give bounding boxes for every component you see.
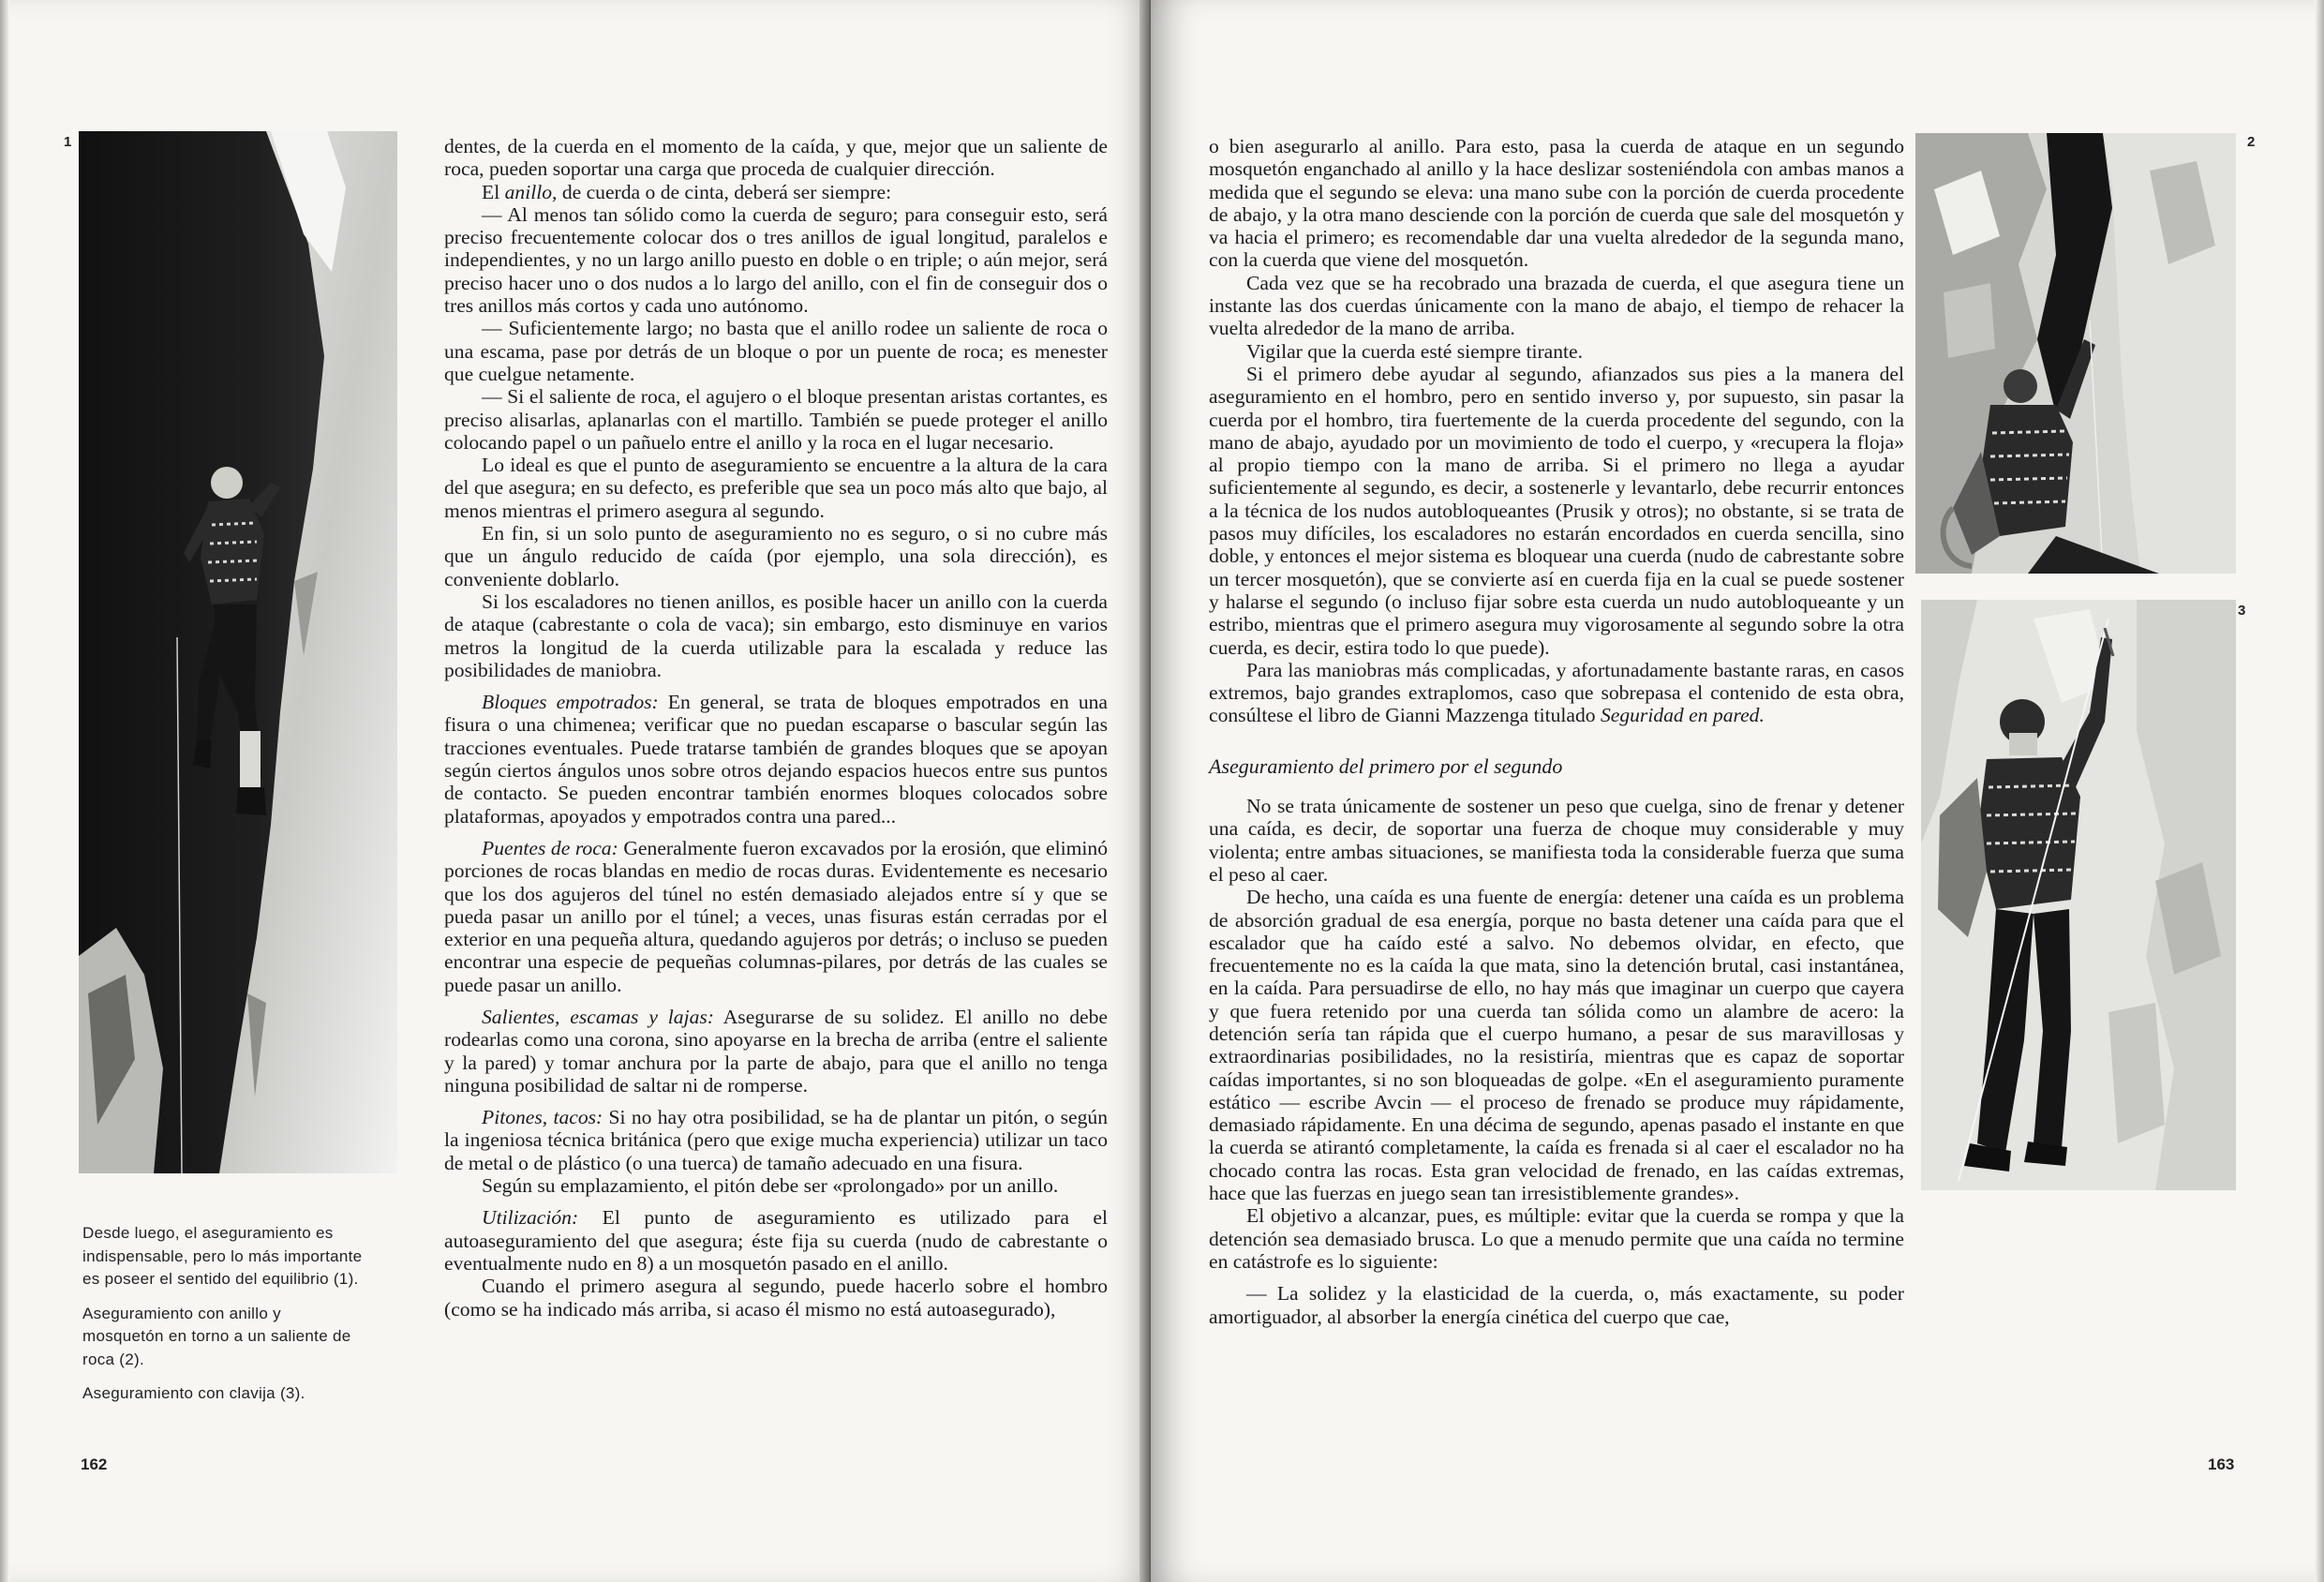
section-heading: Aseguramiento del primero por el segundo: [1209, 754, 1563, 778]
paragraph: Vigilar que la cuerda esté siempre tirante.: [1246, 339, 1584, 363]
caption-1: Desde luego, el aseguramiento es indispensable, pero lo más importante es poseer el sentido del equilibrio (1).: [82, 1224, 363, 1288]
climber-photo-2: [1915, 133, 2236, 574]
figure-number-1: 1: [64, 134, 72, 150]
figure-number-2: 2: [2247, 134, 2256, 150]
paragraph: Cada vez que se ha recobrado una brazada de cuerda, el que asegura tiene un instante las dos cuerdas únicamente con la mano de abajo, el tiempo de rehacer la vuelta alrededor de la mano de arriba.: [1209, 271, 1904, 340]
paragraph: — La solidez y la elasticidad de la cuerda, o, más exactamente, su poder amortiguador, al absorber la energía cinética del cuerpo que cae,: [1209, 1282, 1904, 1328]
paragraph: — Si el saliente de roca, el agujero o el bloque presentan aristas cortantes, es preciso alisarlas, aplanarlas con el martillo. También se puede proteger el anillo colocando papel o un pañuelo entre el anillo y la roca en el lugar necesario.: [444, 385, 1108, 454]
paragraph: Puentes de roca: Generalmente fueron excavados por la erosión, que eliminó porciones de rocas blandas en medio de rocas duras. Evidentemente es necesario que los dos agujeros del túnel no estén demasiado alejados entre sí y que se pueda pasar un anillo por el túnel; a veces, unas fisuras están cerradas por el exterior en una pequeña altura, quedando agujeros por detrás; o incluso se pueden encontrar una especie de pequeñas columnas-pilares, por detrás de las cuales se puede pasar un anillo.: [444, 836, 1108, 996]
paragraph: Cuando el primero asegura al segundo, puede hacerlo sobre el hombro (como se ha indicado más arriba, si acaso él mismo no está autoasegurado),: [444, 1275, 1108, 1321]
figure-captions: [82, 1222, 364, 1417]
paragraph: Si los escaladores no tienen anillos, es posible hacer un anillo con la cuerda de ataque (cabrestante o cola de vaca); sin embargo, esto disminuye en varios metros la longitud de la cuerda utilizable para la escalada y reduce las posibilidades de maniobra.: [444, 590, 1108, 681]
right-page: [1151, 0, 2324, 1582]
climber-photo-1: [79, 131, 397, 1173]
figure-number-3: 3: [2238, 603, 2246, 619]
page-number-right: 163: [2208, 1455, 2235, 1473]
climber-photo-3: [1921, 600, 2236, 1190]
paragraph: El anillo, de cuerda o de cinta, deberá ser siempre:: [482, 180, 892, 203]
paragraph: Utilización: El punto de aseguramiento es utilizado para el autoaseguramiento del que asegura; éste fija su cuerda (nudo de cabrestante o eventualmente nudo en 8) a un mosquetón pasado en el anillo.: [444, 1206, 1108, 1275]
paragraph: Si el primero debe ayudar al segundo, afianzados sus pies a la manera del aseguramiento en el hombro, pero en sentido inverso y, por supuesto, sin pasar la cuerda por el hombro, tira fuertemente de la cuerda procedente del segundo, con la mano de abajo, ayudado por un movimiento de todo el cuerpo, y «recupera la floja» al propio tiempo con la mano de arriba. Si el primero no llega a ayudar suficientemente al segundo, es decir, a sostenerle y levantarlo, debe recurrir entonces a la técnica de los nudos autobloqueantes (Prusik y otros); no obstante, si se trata de pasos muy difíciles, los escaladores no estarán encordados en cuerda sencilla, sino doble, y entonces el mejor sistema es bloquear una cuerda (nudo de cabrestante sobre un tercer mosquetón), que se convierte así en cuerda fija en la cual se puede sostener y halarse el segundo (o incluso fijar sobre esta cuerda un nudo autobloqueante y un estribo, mientras que el primero asegura muy vigorosamente al segundo sobre la otra cuerda, es decir, estira todo lo que puede).: [1209, 362, 1904, 659]
paragraph: El objetivo a alcanzar, pues, es múltiple: evitar que la cuerda se rompa y que la detención sea demasiado brusca. Lo que a menudo permite que una caída no termine en catástrofe es lo siguiente:: [1209, 1204, 1904, 1273]
paragraph: o bien asegurarlo al anillo. Para esto, pasa la cuerda de ataque en un segundo mosquetón enganchado al anillo y la hace deslizar sosteniéndola con ambas manos a medida que el segundo se eleva: una mano sube con la porción de cuerda procedente de abajo, y la otra mano desciende con la porción de cuerda que sale del mosquetón y va hacia el primero; es recomendable dar una vuelta alrededor de la segunda mano, con la cuerda que viene del mosquetón.: [1209, 135, 1904, 272]
right-text-column: [1209, 135, 1904, 1328]
caption-2: Aseguramiento con anillo y mosquetón en torno a un saliente de roca (2).: [82, 1304, 351, 1368]
left-page: [0, 0, 1151, 1582]
paragraph: En fin, si un solo punto de aseguramiento no es seguro, o si no cubre más que un ángulo reducido de caída (por ejemplo, una sola dirección), es conveniente doblarlo.: [444, 522, 1108, 590]
paragraph: No se trata únicamente de sostener un peso que cuelga, sino de frenar y detener una caída, es decir, de soportar una fuerza de choque muy considerable y muy violenta; entre ambas situaciones, se manifiesta toda la considerable fuerza que suma el peso al caer.: [1209, 795, 1904, 886]
left-text-column: [444, 135, 1108, 1321]
page-number-left: 162: [81, 1455, 108, 1473]
page-edge: [2315, 0, 2324, 1582]
paragraph: — Al menos tan sólido como la cuerda de seguro; para conseguir esto, será preciso frecuentemente colocar dos o tres anillos de igual longitud, paralelos e independientes, y no un largo anillo puesto en doble o en triple; o aún mejor, será preciso hacer uno o dos nudos a lo largo del anillo, con el fin de conseguir dos o tres anillos más cortos y cada uno autónomo.: [444, 202, 1108, 318]
paragraph: Salientes, escamas y lajas: Asegurarse de su solidez. El anillo no debe rodearlas como una corona, sino apoyarse en la brecha de arriba (entre el saliente y la pared) y tomar anchura por la parte de abajo, para que el anillo no tenga ninguna posibilidad de saltar ni de romperse.: [444, 1005, 1108, 1097]
paragraph: Según su emplazamiento, el pitón debe ser «prolongado» por un anillo.: [482, 1174, 1059, 1198]
paragraph: Para las maniobras más complicadas, y afortunadamente bastante raras, en casos extremos, bajo grandes extraplomos, caso que sobrepasa el contenido de esta obra, consúltese el libro de Gianni Mazzenga titulado Seguridad en pared.: [1209, 658, 1904, 727]
paragraph: De hecho, una caída es una fuente de energía: detener una caída es un problema de absorción gradual de esa energía, porque no basta detener una caída para que el escalador que ha caído esté a salvo. No debemos olvidar, en efecto, que frecuentemente no es la caída la que mata, sino la detención brutal, casi instantánea, en la caída. Para persuadirse de ello, no hay más que imaginar un cuerpo que cayera y que fuera retenido por una cuerda tan sólida como un alambre de acero: la detención sería tan rápida que el cuerpo humano, a pesar de sus maravillosas y extraordinarias posibilidades, no la resistiría, mientras que es capaz de soportar caídas importantes, si no son bloqueadas de golpe. «En el aseguramiento puramente estático — escribe Avcin — el proceso de frenado se produce muy rápidamente, demasiado rápidamente. En una décima de segundo, apenas pasado el instante en que la cuerda se atirantó completamente, la caída es frenada si al caer el escalador no ha chocado contra las rocas. Esta gran velocidad de frenado, en las caídas extremas, hace que las fuerzas en juego sean tan irresistiblemente grandes».: [1209, 886, 1904, 1205]
paragraph: Bloques empotrados: En general, se trata de bloques empotrados en una fisura o una chimenea; verificar que no puedan escaparse o bascular según las tracciones eventuales. Puede tratarse también de grandes bloques que se apoyan según ciertos ángulos unos sobre otros dejando espacios huecos entre sus puntos de contacto. Se pueden encontrar también enormes bloques colocados sobre plataformas, apoyados y empotrados contra una pared...: [444, 691, 1108, 828]
paragraph: — Suficientemente largo; no basta que el anillo rodee un saliente de roca o una escama, pase por detrás de un bloque o por un puente de roca; es menester que cuelgue netamente.: [444, 317, 1108, 385]
caption-3: Aseguramiento con clavija (3).: [82, 1384, 305, 1402]
page-edge: [0, 0, 9, 1582]
paragraph: Lo ideal es que el punto de aseguramiento se encuentre a la altura de la cara del que asegura; en su defecto, es preferible que sea un poco más alto que bajo, al menos mientras el primero asegura al segundo.: [444, 454, 1108, 522]
paragraph: Pitones, tacos: Si no hay otra posibilidad, se ha de plantar un pitón, o según la ingeniosa técnica británica (pero que exige mucha experiencia) utilizar un taco de metal o de plástico (o una tuerca) de tamaño adecuado en una fisura.: [444, 1106, 1108, 1174]
paragraph: dentes, de la cuerda en el momento de la caída, y que, mejor que un saliente de roca, pueden soportar una carga que proceda de cualquier dirección.: [444, 135, 1108, 181]
